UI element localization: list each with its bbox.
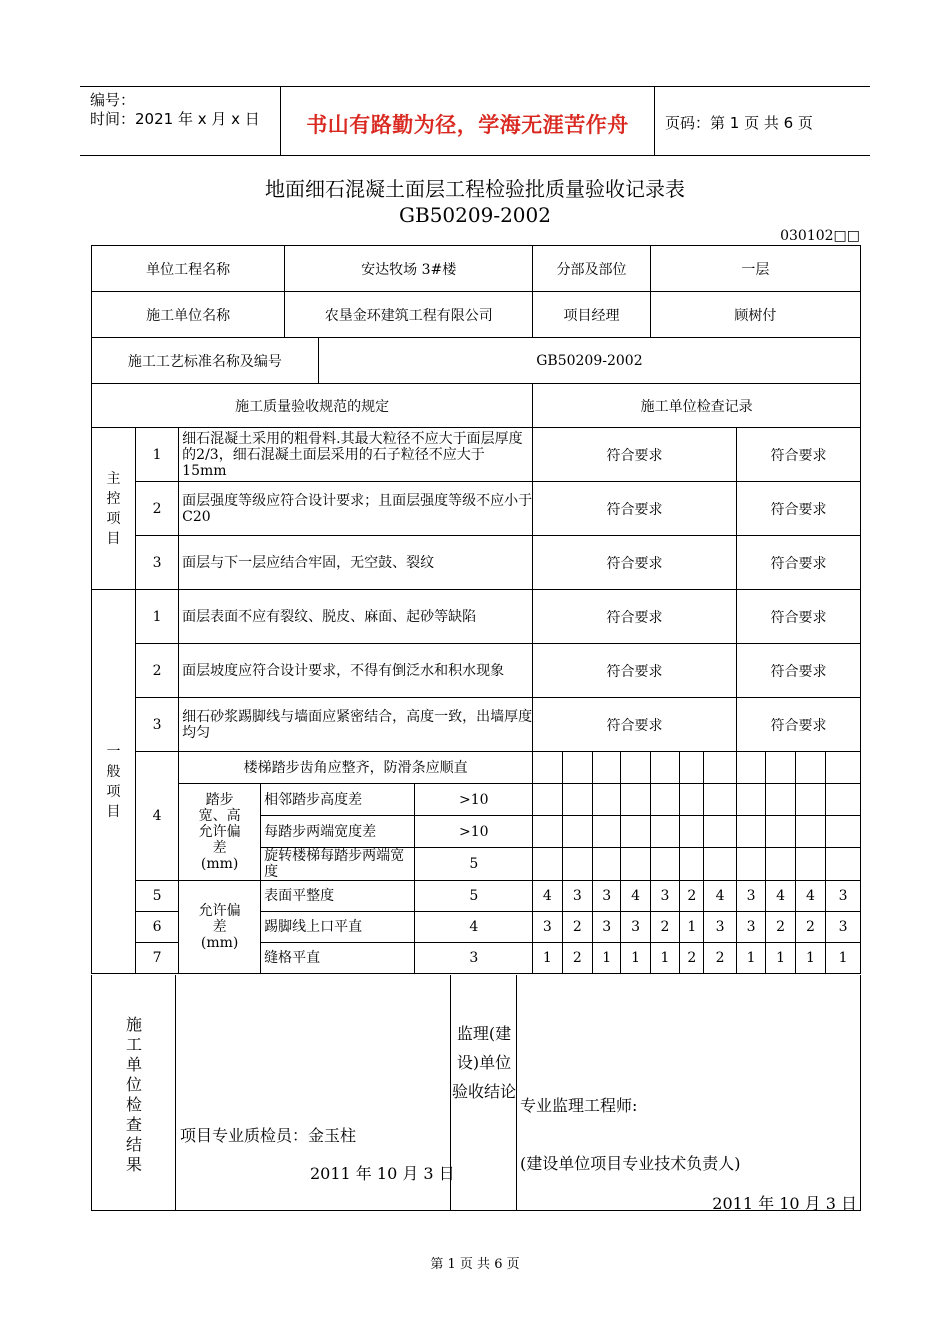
measure-point: 1 bbox=[533, 943, 562, 974]
measure-point: 2 bbox=[795, 912, 825, 943]
blank-cell bbox=[562, 848, 592, 881]
general-items-label bbox=[92, 590, 136, 974]
stair-requirement: 楼梯踏步齿角应整齐，防滑条应顺直 bbox=[179, 752, 533, 784]
info-row bbox=[92, 246, 861, 292]
division-label: 分部及部位 bbox=[533, 246, 651, 292]
blank-cell bbox=[704, 848, 737, 881]
manager-label: 项目经理 bbox=[533, 292, 651, 338]
measure-point: 3 bbox=[736, 912, 765, 943]
inspection-table bbox=[91, 245, 861, 974]
item-result: 符合要求 bbox=[533, 536, 737, 590]
stair-tolerance-label-text: 踏步宽、高允许偏差(mm) bbox=[198, 792, 241, 872]
header-meta bbox=[90, 91, 260, 129]
standard-value: GB50209-2002 bbox=[318, 338, 860, 384]
info-row bbox=[92, 338, 861, 384]
item-no: 6 bbox=[136, 912, 179, 943]
blank-cell bbox=[621, 784, 650, 816]
measured-item-name: 缝格平直 bbox=[261, 943, 415, 974]
table-row bbox=[92, 752, 861, 784]
measure-point: 2 bbox=[562, 912, 592, 943]
blank-cell bbox=[826, 752, 861, 784]
blank-cell bbox=[826, 784, 861, 816]
measure-point: 1 bbox=[650, 943, 679, 974]
measure-point: 4 bbox=[795, 881, 825, 912]
blank-cell bbox=[736, 848, 765, 881]
contractor-result-label: 施工单位检查结果 bbox=[125, 1015, 142, 1174]
measure-point: 1 bbox=[795, 943, 825, 974]
measure-point: 4 bbox=[766, 881, 795, 912]
blank-cell bbox=[680, 816, 704, 848]
measure-point: 1 bbox=[736, 943, 765, 974]
blank-cell bbox=[533, 816, 562, 848]
unit-project-label: 单位工程名称 bbox=[92, 246, 285, 292]
construction-unit-label: 施工单位名称 bbox=[92, 292, 285, 338]
item-no: 3 bbox=[136, 698, 179, 752]
item-no: 1 bbox=[136, 428, 179, 482]
measure-point: 3 bbox=[621, 912, 650, 943]
measure-point: 2 bbox=[562, 943, 592, 974]
item-result: 符合要求 bbox=[736, 590, 860, 644]
blank-cell bbox=[650, 816, 679, 848]
measured-item-name: 踢脚线上口平直 bbox=[261, 912, 415, 943]
table-row bbox=[92, 428, 861, 482]
item-result: 符合要求 bbox=[533, 644, 737, 698]
measure-point: 2 bbox=[680, 943, 704, 974]
form-title-standard: GB50209-2002 bbox=[399, 203, 551, 227]
division-value: 一层 bbox=[650, 246, 860, 292]
motto: 书山有路勤为径，学海无涯苦作舟 bbox=[306, 113, 629, 137]
item-result: 符合要求 bbox=[736, 536, 860, 590]
item-no: 2 bbox=[136, 644, 179, 698]
blank-cell bbox=[795, 816, 825, 848]
blank-cell bbox=[795, 848, 825, 881]
measure-point: 3 bbox=[593, 912, 621, 943]
item-text: 面层表面不应有裂纹、脱皮、麻面、起砂等缺陷 bbox=[179, 590, 533, 644]
blank-cell bbox=[736, 752, 765, 784]
form-code: 030102□□ bbox=[780, 228, 860, 244]
quality-inspector: 项目专业质检员：金玉柱 bbox=[180, 1126, 357, 1145]
blank-cell bbox=[533, 848, 562, 881]
item-no: 1 bbox=[136, 590, 179, 644]
tolerance-item-name: 每踏步两端宽度差 bbox=[261, 816, 415, 848]
spec-header: 施工质量验收规范的规定 bbox=[92, 384, 533, 428]
measure-point: 1 bbox=[593, 943, 621, 974]
measure-point: 3 bbox=[826, 881, 861, 912]
tolerance-item-name: 相邻踏步高度差 bbox=[261, 784, 415, 816]
tolerance-item-value: >10 bbox=[415, 816, 533, 848]
form-title bbox=[0, 176, 950, 228]
blank-cell bbox=[766, 848, 795, 881]
blank-cell bbox=[593, 816, 621, 848]
info-row bbox=[92, 292, 861, 338]
contractor-date: 2011 年 10 月 3 日 bbox=[310, 1164, 455, 1183]
measure-point: 1 bbox=[621, 943, 650, 974]
blank-cell bbox=[680, 752, 704, 784]
measure-point: 2 bbox=[650, 912, 679, 943]
measured-item-name: 表面平整度 bbox=[261, 881, 415, 912]
blank-cell bbox=[621, 848, 650, 881]
blank-cell bbox=[704, 816, 737, 848]
measure-point: 4 bbox=[621, 881, 650, 912]
blank-cell bbox=[650, 784, 679, 816]
standard-label: 施工工艺标准名称及编号 bbox=[92, 338, 319, 384]
blank-cell bbox=[736, 816, 765, 848]
table-row bbox=[92, 590, 861, 644]
blank-cell bbox=[593, 752, 621, 784]
measure-point: 3 bbox=[562, 881, 592, 912]
stair-tolerance-label bbox=[179, 784, 261, 881]
blank-cell bbox=[621, 752, 650, 784]
blank-cell bbox=[826, 848, 861, 881]
measure-point: 3 bbox=[533, 912, 562, 943]
measure-point: 1 bbox=[680, 912, 704, 943]
measure-point: 2 bbox=[704, 943, 737, 974]
measure-point: 1 bbox=[826, 943, 861, 974]
item-text: 面层强度等级应符合设计要求；且面层强度等级不应小于C20 bbox=[179, 482, 533, 536]
item-result: 符合要求 bbox=[533, 590, 737, 644]
blank-cell bbox=[593, 848, 621, 881]
main-items-label-text: 主控项目 bbox=[106, 470, 121, 547]
blank-cell bbox=[680, 848, 704, 881]
measure-point: 4 bbox=[704, 881, 737, 912]
measure-point: 3 bbox=[736, 881, 765, 912]
unit-project-value: 安达牧场 3#楼 bbox=[285, 246, 533, 292]
general-items-label-text: 一般项目 bbox=[106, 743, 121, 820]
table-row bbox=[92, 698, 861, 752]
form-title-line1: 地面细石混凝土面层工程检验批质量验收记录表 bbox=[265, 177, 685, 201]
measure-point: 4 bbox=[533, 881, 562, 912]
measured-item-tolerance: 3 bbox=[415, 943, 533, 974]
blank-cell bbox=[650, 752, 679, 784]
construction-unit-value: 农垦金环建筑工程有限公司 bbox=[285, 292, 533, 338]
item-text: 细石砂浆踢脚线与墙面应紧密结合，高度一致，出墙厚度均匀 bbox=[179, 698, 533, 752]
supervisor-conclusion-label: 监理(建设)单位验收结论 bbox=[452, 1024, 517, 1101]
page-footer: 第 1 页 共 6 页 bbox=[430, 1257, 520, 1272]
blank-cell bbox=[562, 816, 592, 848]
measure-point: 3 bbox=[593, 881, 621, 912]
item-result: 符合要求 bbox=[533, 428, 737, 482]
blank-cell bbox=[795, 784, 825, 816]
blank-cell bbox=[704, 752, 737, 784]
blank-cell bbox=[562, 784, 592, 816]
item-result: 符合要求 bbox=[736, 482, 860, 536]
tolerance-item-value: 5 bbox=[415, 848, 533, 881]
tolerance-label-text: 允许偏差(mm) bbox=[198, 903, 241, 951]
item-no: 3 bbox=[136, 536, 179, 590]
item-result: 符合要求 bbox=[533, 698, 737, 752]
page-info: 页码：第 1 页 共 6 页 bbox=[665, 114, 813, 132]
measure-point: 2 bbox=[766, 912, 795, 943]
tolerance-item-name: 旋转楼梯每踏步两端宽度 bbox=[261, 848, 415, 881]
item-no: 7 bbox=[136, 943, 179, 974]
item-result: 符合要求 bbox=[736, 428, 860, 482]
measured-row bbox=[92, 881, 861, 912]
item-text: 面层坡度应符合设计要求，不得有倒泛水和积水现象 bbox=[179, 644, 533, 698]
measured-item-tolerance: 4 bbox=[415, 912, 533, 943]
blank-cell bbox=[704, 784, 737, 816]
blank-cell bbox=[680, 784, 704, 816]
blank-cell bbox=[650, 848, 679, 881]
measured-item-tolerance: 5 bbox=[415, 881, 533, 912]
blank-cell bbox=[736, 784, 765, 816]
signoff-section bbox=[91, 975, 861, 1211]
measure-point: 2 bbox=[680, 881, 704, 912]
blank-cell bbox=[795, 752, 825, 784]
serial-label: 编号： bbox=[90, 91, 136, 109]
blank-cell bbox=[766, 816, 795, 848]
manager-value: 顾树付 bbox=[650, 292, 860, 338]
header-divider bbox=[654, 87, 655, 155]
blank-cell bbox=[533, 784, 562, 816]
table-row bbox=[92, 784, 861, 816]
item-result: 符合要求 bbox=[736, 644, 860, 698]
measure-point: 3 bbox=[826, 912, 861, 943]
item-text: 面层与下一层应结合牢固，无空鼓、裂纹 bbox=[179, 536, 533, 590]
tolerance-label bbox=[179, 881, 261, 974]
blank-cell bbox=[562, 752, 592, 784]
measure-point: 3 bbox=[650, 881, 679, 912]
blank-cell bbox=[766, 784, 795, 816]
table-row bbox=[92, 536, 861, 590]
blank-cell bbox=[826, 816, 861, 848]
item-result: 符合要求 bbox=[533, 482, 737, 536]
item-no: 5 bbox=[136, 881, 179, 912]
signoff-divider bbox=[175, 975, 176, 1211]
record-header: 施工单位检查记录 bbox=[533, 384, 861, 428]
table-row bbox=[92, 644, 861, 698]
measure-point: 1 bbox=[766, 943, 795, 974]
signoff-divider bbox=[516, 975, 517, 1211]
time-label: 时间：2021 年 x 月 x 日 bbox=[90, 110, 260, 128]
document-header bbox=[80, 86, 870, 156]
main-items-label bbox=[92, 428, 136, 590]
table-row bbox=[92, 482, 861, 536]
item-result: 符合要求 bbox=[736, 698, 860, 752]
measure-point: 3 bbox=[704, 912, 737, 943]
item-text: 细石混凝土采用的粗骨料.其最大粒径不应大于面层厚度的2/3，细石混凝土面层采用的石子粒径不应大于 15mm bbox=[179, 428, 533, 482]
item-no: 2 bbox=[136, 482, 179, 536]
supervisor-engineer: 专业监理工程师: bbox=[520, 1096, 638, 1115]
owner-representative: (建设单位项目专业技术负责人) bbox=[520, 1154, 741, 1173]
supervisor-date: 2011 年 10 月 3 日 bbox=[712, 1194, 857, 1213]
tolerance-item-value: >10 bbox=[415, 784, 533, 816]
blank-cell bbox=[621, 816, 650, 848]
item-no: 4 bbox=[136, 752, 179, 881]
blank-cell bbox=[766, 752, 795, 784]
blank-cell bbox=[533, 752, 562, 784]
section-header-row bbox=[92, 384, 861, 428]
blank-cell bbox=[593, 784, 621, 816]
